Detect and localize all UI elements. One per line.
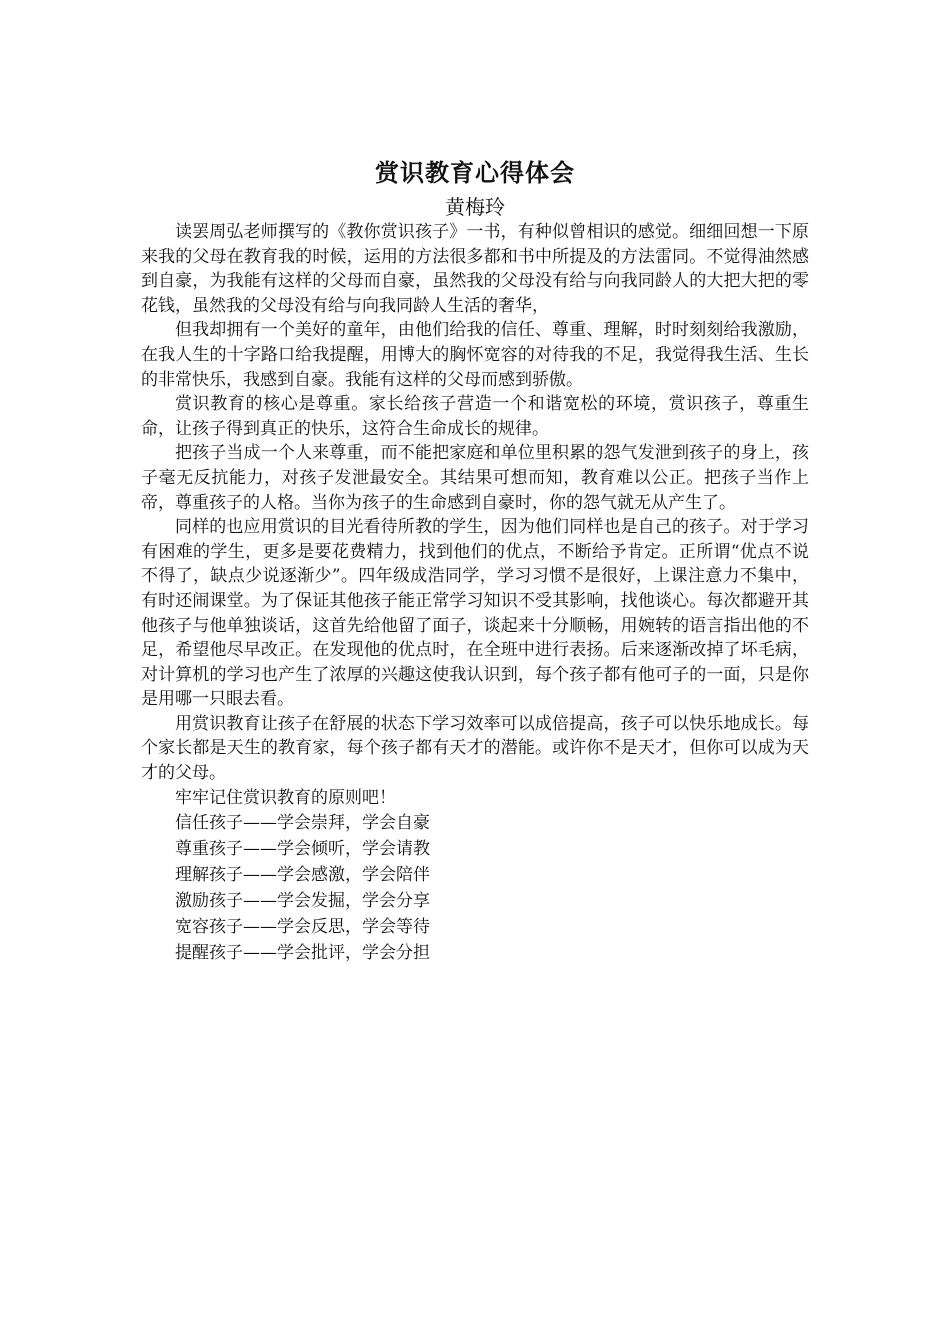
principle-item: 宽容孩子——学会反思，学会等待: [175, 917, 430, 938]
principles-list: [141, 810, 809, 966]
principle-item: 尊重孩子——学会倾听，学会请教: [175, 839, 430, 860]
paragraph-principles-intro: 牢牢记住赏识教育的原则吧！: [175, 787, 396, 808]
document-title: 赏识教育心得体会: [375, 158, 575, 187]
document-body: [141, 156, 809, 966]
principle-item: 理解孩子——学会感激，学会陪伴: [175, 865, 430, 886]
paragraph: 同样的也应用赏识的目光看待所教的学生，因为他们同样也是自己的孩子。对于学习有困难的学生，更多是要花费精力，找到他们的优点，不断给予肯定。正所谓“优点不说不得了，缺点少说逐渐少”。四年级成浩同学，学习习惯不是很好，上课注意力不集中，有时还闹课堂。为了保证其他孩子能正常学习知识不受其影响，找他谈心。每次都避开其他孩子与他单独谈话，这首先给他留了面子，谈起来十分顺畅，用婉转的语言指出他的不足，希望他尽早改正。在发现他的优点时，在全班中进行表扬。后来逐渐改掉了坏毛病，对计算机的学习也产生了浓厚的兴趣这使我认识到，每个孩子都有他可子的一面，只是你是用哪一只眼去看。: [141, 517, 809, 710]
paragraph: 读罢周弘老师撰写的《教你赏识孩子》一书，有种似曾相识的感觉。细细回想一下原来我的父母在教育我的时候，运用的方法很多都和书中所提及的方法雷同。不觉得油然感到自豪，为我能有这样的父母而自豪，虽然我的父母没有给与向我同龄人的大把大把的零花钱，虽然我的父母没有给与向我同龄人生活的奢华，: [141, 222, 809, 316]
paragraph: 赏识教育的核心是尊重。家长给孩子营造一个和谐宽松的环境，赏识孩子，尊重生命，让孩子得到真正的快乐，这符合生命成长的规律。: [141, 394, 809, 439]
principle-item: 激励孩子——学会发掘，学会分享: [175, 891, 430, 912]
principle-item: 信任孩子——学会崇拜，学会自豪: [175, 813, 430, 834]
paragraph: 把孩子当成一个人来尊重，而不能把家庭和单位里积累的怨气发泄到孩子的身上，孩子毫无反抗能力，对孩子发泄最安全。其结果可想而知，教育难以公正。把孩子当作上帝，尊重孩子的人格。当你为孩子的生命感到自豪时，你的怨气就无从产生了。: [141, 443, 809, 513]
document-author: 黄梅玲: [445, 195, 505, 219]
paragraph: 但我却拥有一个美好的童年，由他们给我的信任、尊重、理解，时时刻刻给我激励，在我人生的十字路口给我提醒，用博大的胸怀宽容的对待我的不足，我觉得我生活、生长的非常快乐，我感到自豪。我能有这样的父母而感到骄傲。: [141, 320, 809, 390]
paragraph: 用赏识教育让孩子在舒展的状态下学习效率可以成倍提高，孩子可以快乐地成长。每个家长都是天生的教育家，每个孩子都有天才的潜能。或许你不是天才，但你可以成为天才的父母。: [141, 713, 809, 784]
principle-item: 提醒孩子——学会批评，学会分担: [175, 943, 430, 964]
